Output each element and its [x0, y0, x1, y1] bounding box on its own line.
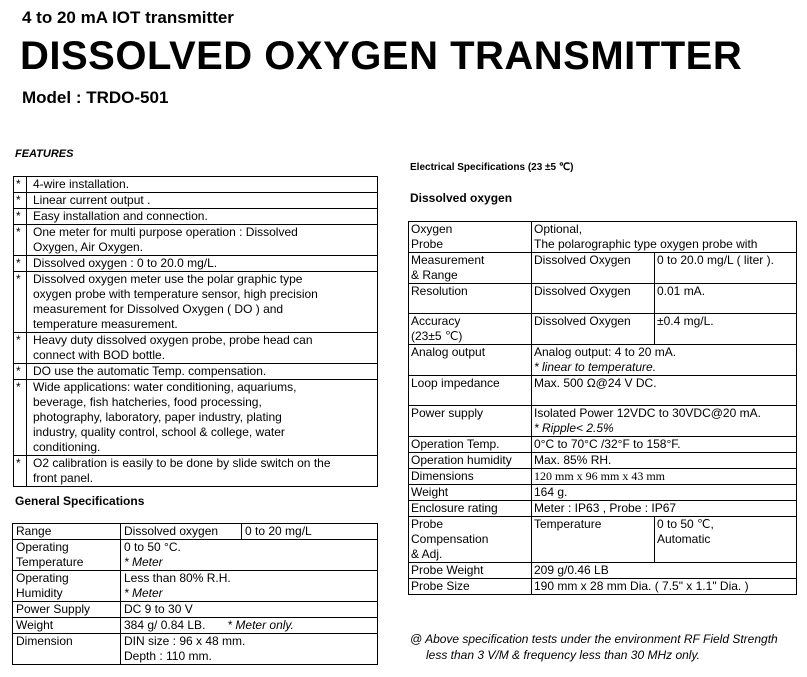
features-heading: FEATURES: [15, 148, 74, 160]
feature-text: DO use the automatic Temp. compensation.: [27, 364, 378, 380]
spec-label: Probe Weight: [409, 563, 532, 579]
bullet-marker: *: [14, 209, 27, 225]
table-row: [409, 563, 797, 579]
spec-value: Isolated Power 12VDC to 30VDC@20 mA. * Ripple< 2.5%: [532, 406, 797, 437]
spec-value: 120 mm x 96 mm x 43 mm: [532, 469, 797, 485]
spec-label: Weight: [409, 485, 532, 501]
electrical-specs-table: [408, 221, 797, 595]
table-row: [409, 406, 797, 437]
spec-label: Enclosure rating: [409, 501, 532, 517]
bullet-marker: *: [14, 256, 27, 272]
dissolved-oxygen-heading: Dissolved oxygen: [410, 191, 513, 205]
spec-label: Power Supply: [13, 602, 121, 618]
bullet-marker: *: [14, 225, 27, 256]
bullet-marker: *: [14, 364, 27, 380]
spec-value: 0 to 20.0 mg/L ( liter ).: [655, 253, 797, 284]
feature-text: O2 calibration is easily to be done by slide switch on the front panel.: [27, 456, 378, 487]
spec-value: 209 g/0.46 LB: [532, 563, 797, 579]
table-row: [409, 345, 797, 376]
general-specs-table: [12, 523, 378, 665]
bullet-marker: *: [14, 193, 27, 209]
spec-label: Probe Compensation & Adj.: [409, 517, 532, 563]
table-row: [409, 284, 797, 314]
footnote: @ Above specification tests under the environment RF Field Strength less than 3 V/M & frequency less than 30 MHz only.: [410, 632, 778, 662]
spec-label: Weight: [13, 618, 121, 634]
spec-value: Meter : IP63 , Probe : IP67: [532, 501, 797, 517]
spec-value: DC 9 to 30 V: [121, 602, 378, 618]
table-row: [409, 517, 797, 563]
spec-value: DIN size : 96 x 48 mm. Depth : 110 mm.: [121, 634, 378, 665]
feature-row: [14, 272, 378, 333]
feature-text: 4-wire installation.: [27, 177, 378, 193]
table-row: [409, 501, 797, 517]
table-row: [13, 634, 378, 665]
spec-label: Operating Humidity: [13, 571, 121, 602]
bullet-marker: *: [14, 380, 27, 456]
table-row: [409, 376, 797, 406]
spec-value: 0.01 mA.: [655, 284, 797, 314]
table-row: [13, 540, 378, 571]
features-table: [13, 176, 378, 487]
spec-note: * Meter only.: [227, 618, 294, 632]
bullet-marker: *: [14, 456, 27, 487]
spec-value: 164 g.: [532, 485, 797, 501]
spec-value: Max. 500 Ω@24 V DC.: [532, 376, 797, 406]
spec-param: Dissolved Oxygen: [532, 314, 655, 345]
spec-label: Resolution: [409, 284, 532, 314]
feature-text: Easy installation and connection.: [27, 209, 378, 225]
electrical-specs-heading: Electrical Specifications (23 ±5 ℃): [410, 162, 574, 173]
table-row: [13, 571, 378, 602]
table-row: [409, 469, 797, 485]
table-row: [409, 253, 797, 284]
spec-param: Dissolved oxygen: [121, 524, 242, 540]
feature-text: Heavy duty dissolved oxygen probe, probe head can connect with BOD bottle.: [27, 333, 378, 364]
feature-text: Dissolved oxygen meter use the polar graphic type oxygen probe with temperature sensor, high precision measurement for Dissolved Oxygen ( DO ) and temperature measurement.: [27, 272, 378, 333]
table-row: [409, 485, 797, 501]
spec-value: Less than 80% R.H. * Meter: [121, 571, 378, 602]
spec-label: Probe Size: [409, 579, 532, 595]
document-subtitle: 4 to 20 mA IOT transmitter: [22, 8, 234, 27]
table-row: [13, 602, 378, 618]
feature-row: [14, 177, 378, 193]
spec-value: 190 mm x 28 mm Dia. ( 7.5" x 1.1" Dia. ): [532, 579, 797, 595]
spec-param: Dissolved Oxygen: [532, 284, 655, 314]
feature-row: [14, 364, 378, 380]
spec-label: Operation Temp.: [409, 437, 532, 453]
spec-value: 0°C to 70°C /32°F to 158°F.: [532, 437, 797, 453]
spec-value: Analog output: 4 to 20 mA. * linear to temperature.: [532, 345, 797, 376]
spec-label: Accuracy (23±5 ℃): [409, 314, 532, 345]
spec-value: Max. 85% RH.: [532, 453, 797, 469]
general-specs-heading: General Specifications: [15, 494, 145, 508]
feature-text: Wide applications: water conditioning, aquariums, beverage, fish hatcheries, food processing, photography, laboratory, paper industry, plating industry, quality control, school & college, water conditioning.: [27, 380, 378, 456]
feature-row: [14, 193, 378, 209]
spec-label: Dimensions: [409, 469, 532, 485]
document-title: DISSOLVED OXYGEN TRANSMITTER: [20, 34, 743, 78]
table-row: [409, 453, 797, 469]
feature-row: [14, 380, 378, 456]
spec-param: Dissolved Oxygen: [532, 253, 655, 284]
spec-label: Oxygen Probe: [409, 222, 532, 253]
spec-value: 0 to 50 ℃, Automatic: [655, 517, 797, 563]
bullet-marker: *: [14, 333, 27, 364]
spec-label: Measurement & Range: [409, 253, 532, 284]
table-row: [409, 222, 797, 253]
spec-value: 384 g/ 0.84 LB. * Meter only.: [121, 618, 378, 634]
spec-label: Analog output: [409, 345, 532, 376]
feature-row: [14, 333, 378, 364]
bullet-marker: *: [14, 272, 27, 333]
feature-row: [14, 209, 378, 225]
spec-value: 0 to 50 °C. * Meter: [121, 540, 378, 571]
feature-row: [14, 256, 378, 272]
feature-text: Dissolved oxygen : 0 to 20.0 mg/L.: [27, 256, 378, 272]
table-row: [409, 579, 797, 595]
feature-row: [14, 456, 378, 487]
spec-label: Power supply: [409, 406, 532, 437]
feature-text: One meter for multi purpose operation : Dissolved Oxygen, Air Oxygen.: [27, 225, 378, 256]
spec-label: Operating Temperature: [13, 540, 121, 571]
spec-label: Operation humidity: [409, 453, 532, 469]
table-row: [409, 437, 797, 453]
spec-value: ±0.4 mg/L.: [655, 314, 797, 345]
feature-row: [14, 225, 378, 256]
spec-value: 0 to 20 mg/L: [242, 524, 378, 540]
spec-param: Temperature: [532, 517, 655, 563]
table-row: [409, 314, 797, 345]
spec-value: Optional, The polarographic type oxygen probe with: [532, 222, 797, 253]
feature-text: Linear current output .: [27, 193, 378, 209]
spec-label: Range: [13, 524, 121, 540]
model-number: Model : TRDO-501: [22, 88, 169, 107]
bullet-marker: *: [14, 177, 27, 193]
table-row: [13, 618, 378, 634]
table-row: [13, 524, 378, 540]
spec-label: Dimension: [13, 634, 121, 665]
spec-label: Loop impedance: [409, 376, 532, 406]
